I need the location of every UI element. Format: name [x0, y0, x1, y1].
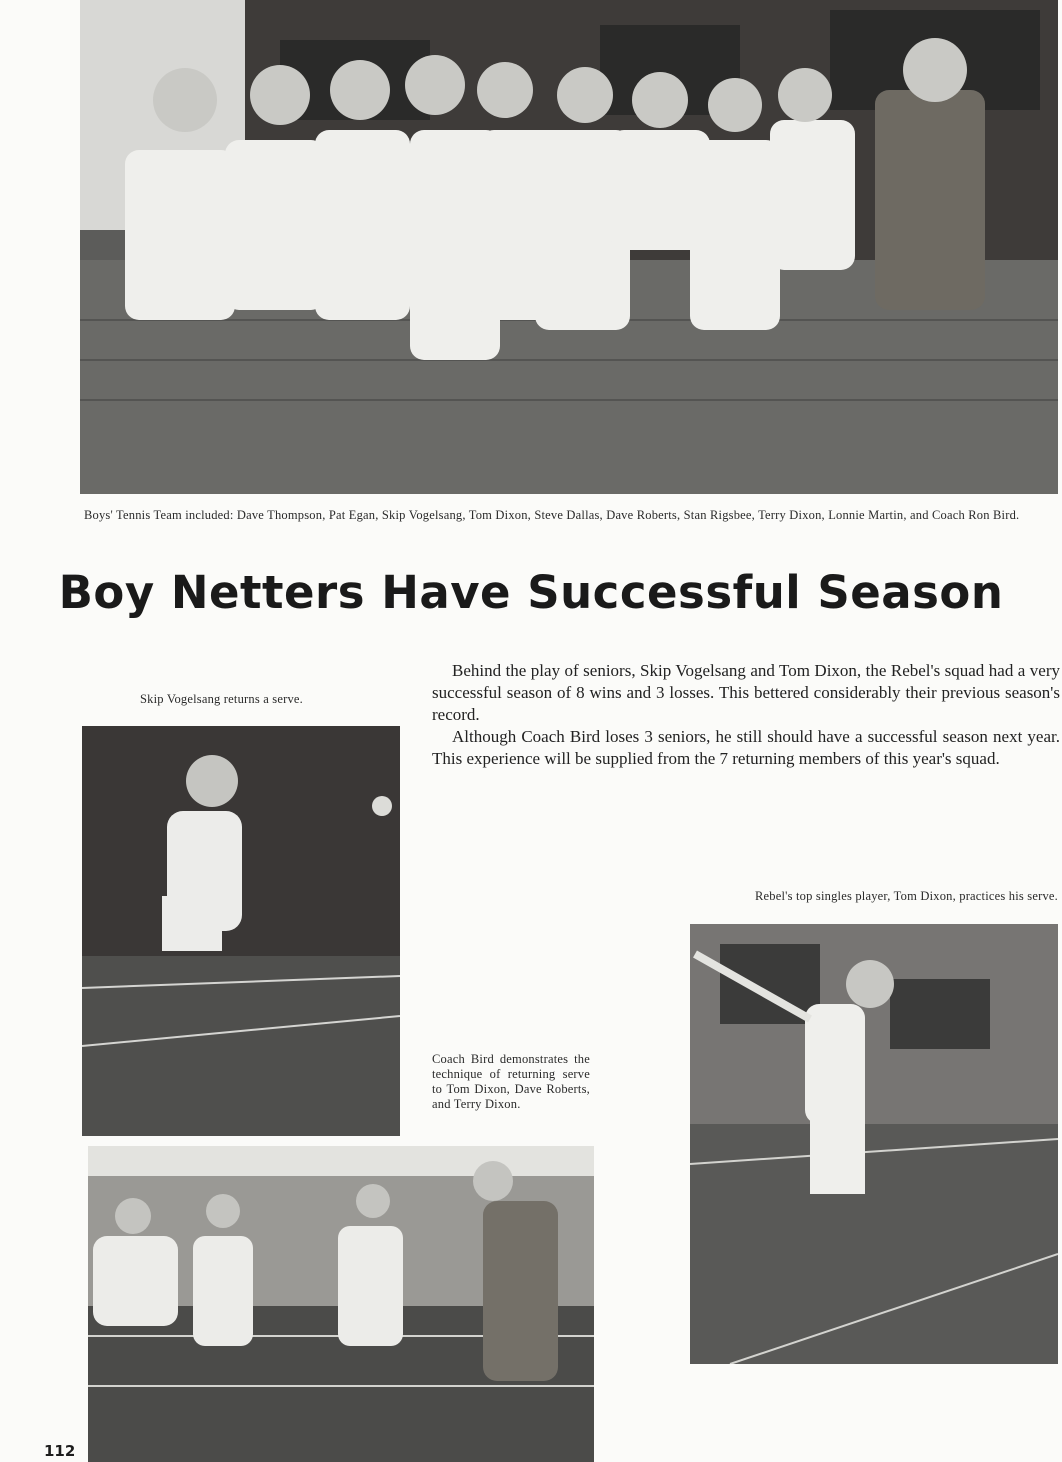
dixon-photo [690, 924, 1058, 1364]
article-body [432, 660, 1060, 770]
coach-photo-caption: Coach Bird demonstrates the technique of returning serve to Tom Dixon, Dave Roberts, and Terry Dixon. [432, 1052, 590, 1111]
team-photo [80, 0, 1058, 494]
headline: Boy Netters Have Successful Season [58, 566, 1004, 619]
vogelsang-photo-caption: Skip Vogelsang returns a serve. [140, 692, 304, 706]
article-paragraph: Behind the play of seniors, Skip Vogelsang and Tom Dixon, the Rebel's squad had a very successful season of 8 wins and 3 losses. This bettered considerably their previous season's record. [432, 661, 1060, 724]
dixon-photo-caption: Rebel's top singles player, Tom Dixon, practices his serve. [754, 889, 1058, 903]
coach-photo [88, 1146, 594, 1462]
page-number: 112 [44, 1442, 76, 1460]
team-photo-caption: Boys' Tennis Team included: Dave Thompson, Pat Egan, Skip Vogelsang, Tom Dixon, Steve Dallas, Dave Roberts, Stan Rigsbee, Terry Dixon, Lonnie Martin, and Coach Ron Bird. [84, 508, 1020, 522]
article-paragraph: Although Coach Bird loses 3 seniors, he still should have a successful season next year. This experience will be supplied from the 7 returning members of this year's squad. [432, 727, 1060, 768]
vogelsang-photo [82, 726, 400, 1136]
